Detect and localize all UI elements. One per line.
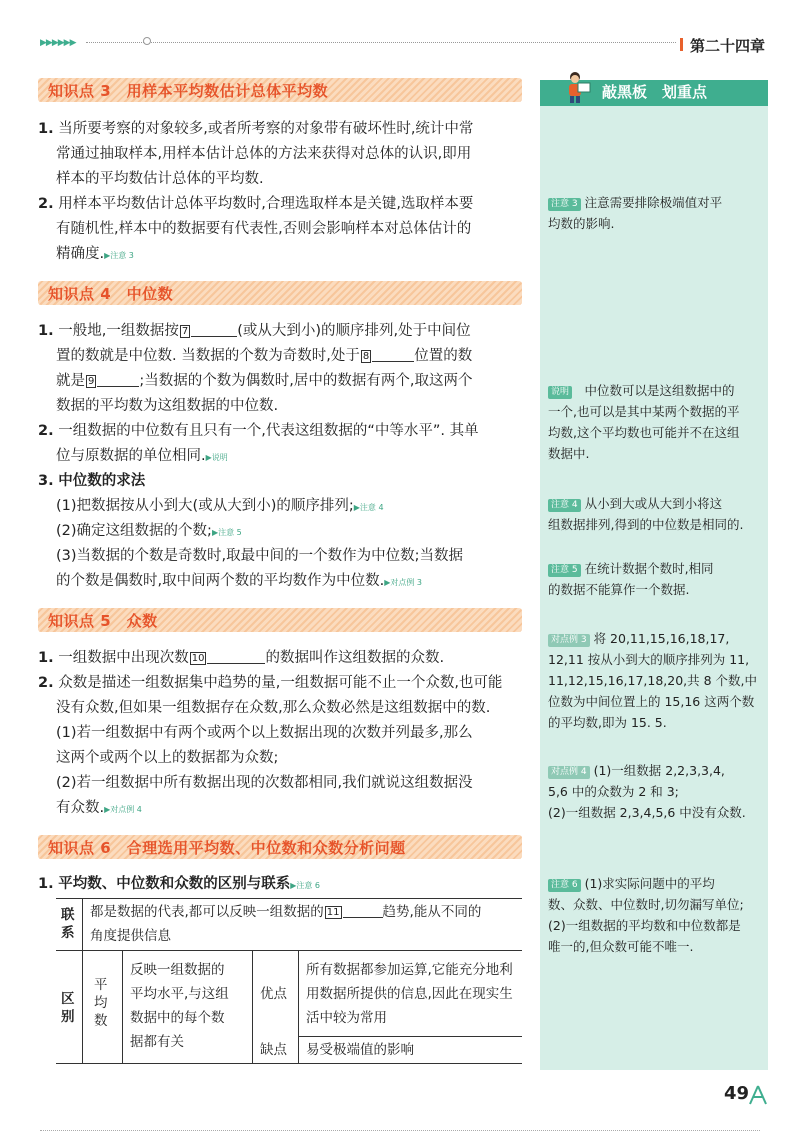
label-youdian: 优点	[260, 986, 287, 1002]
blank-line	[372, 361, 414, 362]
table-border	[56, 1063, 522, 1064]
shuoming-line-3: 均数,这个平均数也可能并不在这组	[548, 425, 740, 440]
note-5-line-1	[548, 558, 760, 579]
note-tag: 说明	[548, 386, 572, 399]
text: 一组数据中出现次数	[58, 650, 189, 666]
note-tag: 注意 5	[548, 564, 581, 577]
comparison-table	[56, 898, 522, 1064]
ref-link[interactable]: ▶注意 3	[104, 251, 134, 260]
section-header-5	[38, 608, 522, 632]
note-5-line-2: 的数据不能算作一个数据.	[548, 582, 690, 597]
blank-line	[207, 663, 265, 664]
lianxi-line-2: 角度提供信息	[90, 928, 171, 944]
ref-link[interactable]: ▶注意 5	[211, 528, 242, 537]
p4-line-6	[56, 444, 228, 470]
blank-number: 10	[191, 653, 205, 664]
text: 在统计数据个数时,相同	[584, 561, 714, 576]
p5-line-1	[38, 646, 444, 671]
page-number: 49	[724, 1083, 750, 1104]
label-pingjunshu: 平均数	[94, 977, 108, 1029]
p5-line-5: 这两个或两个以上的数据都为众数;	[56, 750, 279, 766]
p4-line-4: 数据的平均数为这组数据的中位数.	[56, 398, 279, 414]
text: 将 20,11,15,16,18,17,	[593, 631, 730, 646]
p4-line-8	[56, 494, 384, 520]
example-4-line-2: 5,6 中的众数为 2 和 3;	[548, 784, 679, 799]
text: 的数据叫作这组数据的众数.	[265, 650, 445, 666]
ref-link[interactable]: ▶注意 6	[290, 881, 321, 890]
item-number: 1.	[38, 121, 54, 137]
table-border	[82, 898, 83, 1064]
ref-link[interactable]: ▶注意 4	[353, 503, 384, 512]
p4-line-9	[56, 519, 242, 545]
shuoming-line-2: 一个,也可以是其中某两个数据的平	[548, 404, 740, 419]
text: 趋势,能从不同的	[382, 904, 482, 920]
item-number: 1.	[38, 323, 54, 339]
table-border	[56, 950, 522, 951]
example-tag: 对点例 3	[548, 634, 590, 647]
p3-line-5: 有随机性,样本中的数据要有代表性,否则会影响样本对总体估计的	[56, 221, 472, 237]
youdian-line-1: 所有数据都参加运算,它能充分地利	[306, 962, 513, 978]
p3-line-3: 样本的平均数估计总体的平均数.	[56, 171, 264, 187]
label-quedian: 缺点	[260, 1042, 287, 1058]
text: (或从大到小)的顺序排列,处于中间位	[237, 323, 471, 339]
ref-link[interactable]: ▶对点例 3	[384, 578, 423, 587]
p4-line-5	[38, 419, 479, 444]
note-6-line-3: (2)一组数据的平均数和中位数都是	[548, 918, 741, 933]
header-circle-icon	[143, 37, 151, 45]
example-3-line-2: 12,11 按从小到大的顺序排列为 11,	[548, 652, 750, 667]
example-3-line-3: 11,12,15,16,17,18,20,共 8 个数,中	[548, 673, 758, 688]
note-6-line-1	[548, 873, 760, 894]
p5-line-3: 没有众数,但如果一组数据存在众数,那么众数必然是这组数据中的数.	[56, 700, 491, 716]
item-number: 2.	[38, 423, 54, 439]
note-tag: 注意 4	[548, 499, 581, 512]
p3-line-2: 常通过抽取样本,用样本估计总体的方法来获得对总体的认识,即用	[56, 146, 472, 162]
text: 位置的数	[414, 348, 473, 364]
p5-line-2	[38, 671, 502, 696]
label-lianxi: 联系	[61, 907, 75, 941]
header-dotted-line	[86, 42, 676, 43]
example-3-line-4: 位数为中间位置上的 15,16 这两个数	[548, 694, 755, 709]
blank-line	[191, 336, 237, 337]
p5-line-6: (2)若一组数据中所有数据出现的次数都相同,我们就说这组数据没	[56, 775, 473, 791]
p4-line-11	[56, 569, 422, 595]
p6-line-1	[38, 872, 320, 898]
text: 置的数就是中位数. 当数据的个数为奇数时,处于	[56, 348, 360, 364]
blank-number: 8	[362, 351, 370, 362]
section-header-3	[38, 78, 522, 102]
example-4-line-1	[548, 760, 760, 781]
sidebar-title: 敲黑板 划重点	[602, 83, 708, 101]
p3-line-4	[38, 192, 473, 217]
youdian-line-3: 活中较为常用	[306, 1010, 387, 1026]
text: (2)确定这组数据的个数;	[56, 523, 212, 539]
sub-heading: 平均数、中位数和众数的区别与联系	[58, 876, 291, 892]
item-number: 2.	[38, 675, 54, 691]
p4-line-10: (3)当数据的个数是奇数时,取最中间的一个数作为中位数;当数据	[56, 548, 464, 564]
chapter-title: 第二十四章	[690, 37, 766, 55]
item-number: 1.	[38, 650, 54, 666]
text: 的个数是偶数时,取中间两个数的平均数作为中位数.	[56, 573, 385, 589]
text: 从小到大或从大到小将这	[584, 496, 723, 511]
quedian-line-1: 易受极端值的影响	[306, 1042, 414, 1058]
label-qubie: 区别	[61, 991, 75, 1025]
note-6-line-4: 唯一的,但众数可能不唯一.	[548, 939, 694, 954]
text: 都是数据的代表,都可以反映一组数据的	[90, 904, 324, 920]
example-4-line-3: (2)一组数据 2,3,4,5,6 中没有众数.	[548, 805, 746, 820]
text: 位与原数据的单位相同.	[56, 448, 206, 464]
text: 精确度.	[56, 246, 105, 262]
note-3-line-1	[548, 192, 760, 213]
lianxi-line-1	[90, 900, 481, 924]
text: 一组数据的中位数有且只有一个,代表这组数据的“中等水平”. 其单	[58, 423, 479, 439]
blank-line	[97, 386, 139, 387]
note-4-line-2: 组数据排列,得到的中位数是相同的.	[548, 517, 744, 532]
header-bar	[680, 38, 683, 51]
blank-number: 11	[326, 907, 340, 918]
item-number: 3.	[38, 473, 54, 489]
p4-line-2	[56, 344, 472, 369]
example-3-line-5: 的平均数,即为 15. 5.	[548, 715, 667, 730]
footer-dotted-line	[40, 1130, 760, 1131]
section-title-6: 知识点 6 合理选用平均数、中位数和众数分析问题	[48, 839, 406, 857]
table-border	[56, 898, 522, 899]
note-tag: 注意 6	[548, 879, 581, 892]
p4-line-7	[38, 469, 145, 494]
p3-line-1	[38, 117, 473, 142]
blank-number: 7	[181, 326, 189, 337]
shuoming-line-4: 数据中.	[548, 446, 590, 461]
text: 中位数可以是这组数据中的	[584, 383, 735, 398]
section-header-4	[38, 281, 522, 305]
section-title-3: 知识点 3 用样本平均数估计总体平均数	[48, 82, 329, 100]
example-3-line-1	[548, 628, 760, 649]
desc-line-3: 数据中的每个数	[130, 1010, 225, 1026]
note-6-line-2: 数、众数、中位数时,切勿漏写单位;	[548, 897, 744, 912]
text: 注意需要排除极端值对平	[584, 195, 723, 210]
sub-heading: 中位数的求法	[58, 473, 146, 489]
text: (1)一组数据 2,2,3,3,4,	[593, 763, 725, 778]
item-number: 1.	[38, 876, 54, 892]
desc-line-1: 反映一组数据的	[130, 962, 225, 978]
example-tag: 对点例 4	[548, 766, 590, 779]
desc-line-4: 据都有关	[130, 1034, 184, 1050]
p4-line-1	[38, 319, 471, 344]
table-border	[122, 950, 123, 1064]
table-border	[298, 950, 299, 1064]
blank-number: 9	[88, 376, 95, 387]
text: 一般地,一组数据按	[58, 323, 179, 339]
text: 有众数.	[56, 800, 105, 816]
header-arrows: ▶▶▶▶▶▶	[40, 38, 76, 48]
ref-link[interactable]: ▶对点例 4	[104, 805, 142, 814]
table-border	[298, 1036, 522, 1037]
p3-line-6	[56, 242, 134, 268]
text: 当所要考察的对象较多,或者所考察的对象带有破坏性时,统计中常	[58, 121, 474, 137]
text: 众数是描述一组数据集中趋势的量,一组数据可能不止一个众数,也可能	[58, 675, 503, 691]
text: ;当数据的个数为偶数时,居中的数据有两个,取这两个	[139, 373, 473, 389]
note-tag: 注意 3	[548, 198, 581, 211]
text: 用样本平均数估计总体平均数时,合理选取样本是关键,选取样本要	[58, 196, 474, 212]
shuoming-line-1	[548, 380, 760, 401]
note-4-line-1	[548, 493, 760, 514]
section-title-5: 知识点 5 众数	[48, 612, 158, 630]
youdian-line-2: 用数据所提供的信息,因此在现实生	[306, 986, 513, 1002]
p5-line-4: (1)若一组数据中有两个或两个以上数据出现的次数并列最多,那么	[56, 725, 473, 741]
p5-line-7	[56, 796, 142, 822]
section-title-4: 知识点 4 中位数	[48, 285, 174, 303]
text: (1)把数据按从小到大(或从大到小)的顺序排列;	[56, 498, 354, 514]
text: (1)求实际问题中的平均	[584, 876, 715, 891]
desc-line-2: 平均水平,与这组	[130, 986, 229, 1002]
p4-line-3	[56, 369, 472, 394]
ref-link[interactable]: ▶说明	[205, 453, 228, 462]
teacher-figure-icon	[563, 70, 591, 104]
page-logo-icon	[748, 1084, 768, 1106]
table-border	[252, 950, 253, 1064]
text: 就是	[56, 373, 85, 389]
note-3-line-2: 均数的影响.	[548, 216, 615, 231]
item-number: 2.	[38, 196, 54, 212]
section-header-6	[38, 835, 522, 859]
blank-line	[343, 917, 383, 918]
